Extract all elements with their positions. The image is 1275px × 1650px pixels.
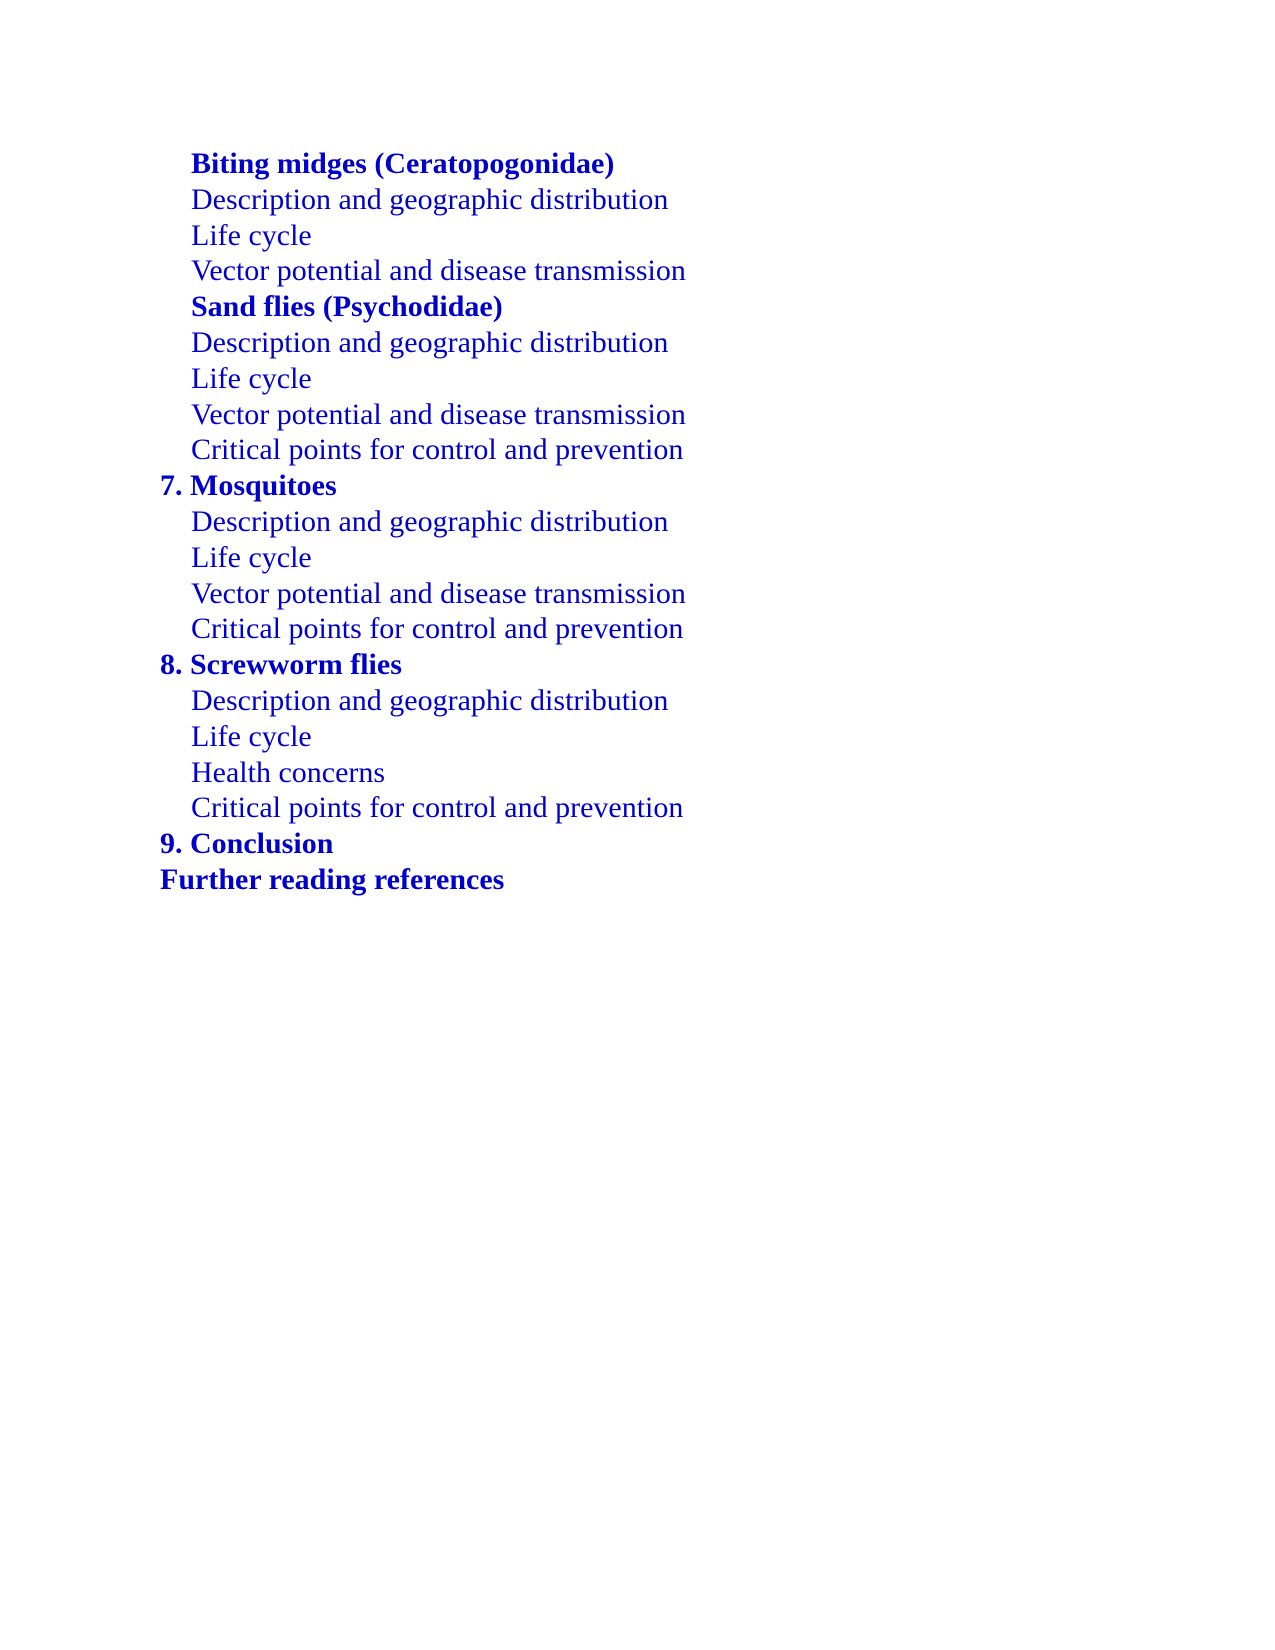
toc-entry-biting-midges-life-cycle[interactable]: Life cycle — [191, 218, 312, 252]
toc-entry-sand-flies[interactable]: Sand flies (Psychodidae) — [191, 290, 503, 324]
toc-entry-screwworm-health-concerns[interactable]: Health concerns — [191, 755, 386, 789]
toc-entry-screwworm-flies[interactable]: 8. Screwworm flies — [160, 648, 402, 682]
toc-entry-biting-midges-description[interactable]: Description and geographic distribution — [191, 182, 669, 216]
toc-entry-screwworm-description[interactable]: Description and geographic distribution — [191, 683, 669, 717]
toc-entry-biting-midges[interactable]: Biting midges (Ceratopogonidae) — [191, 147, 615, 180]
toc-entry-mosquitoes-control[interactable]: Critical points for control and prevention — [191, 612, 684, 646]
toc-entry-biting-midges-vector-potential[interactable]: Vector potential and disease transmission — [191, 254, 686, 288]
table-of-contents — [160, 146, 686, 898]
toc-entry-sand-flies-vector-potential[interactable]: Vector potential and disease transmission — [191, 397, 686, 431]
toc-entry-sand-flies-control[interactable]: Critical points for control and prevention — [191, 433, 684, 467]
toc-entry-sand-flies-life-cycle[interactable]: Life cycle — [191, 361, 312, 395]
toc-entry-mosquitoes[interactable]: 7. Mosquitoes — [160, 469, 337, 503]
toc-entry-screwworm-life-cycle[interactable]: Life cycle — [191, 719, 312, 753]
toc-entry-sand-flies-description[interactable]: Description and geographic distribution — [191, 325, 669, 359]
toc-entry-conclusion[interactable]: 9. Conclusion — [160, 827, 334, 861]
toc-entry-further-reading[interactable]: Further reading references — [160, 862, 505, 896]
toc-entry-screwworm-control[interactable]: Critical points for control and prevention — [191, 791, 684, 825]
toc-entry-mosquitoes-life-cycle[interactable]: Life cycle — [191, 540, 312, 574]
toc-entry-mosquitoes-vector-potential[interactable]: Vector potential and disease transmission — [191, 576, 686, 610]
toc-entry-mosquitoes-description[interactable]: Description and geographic distribution — [191, 504, 669, 538]
